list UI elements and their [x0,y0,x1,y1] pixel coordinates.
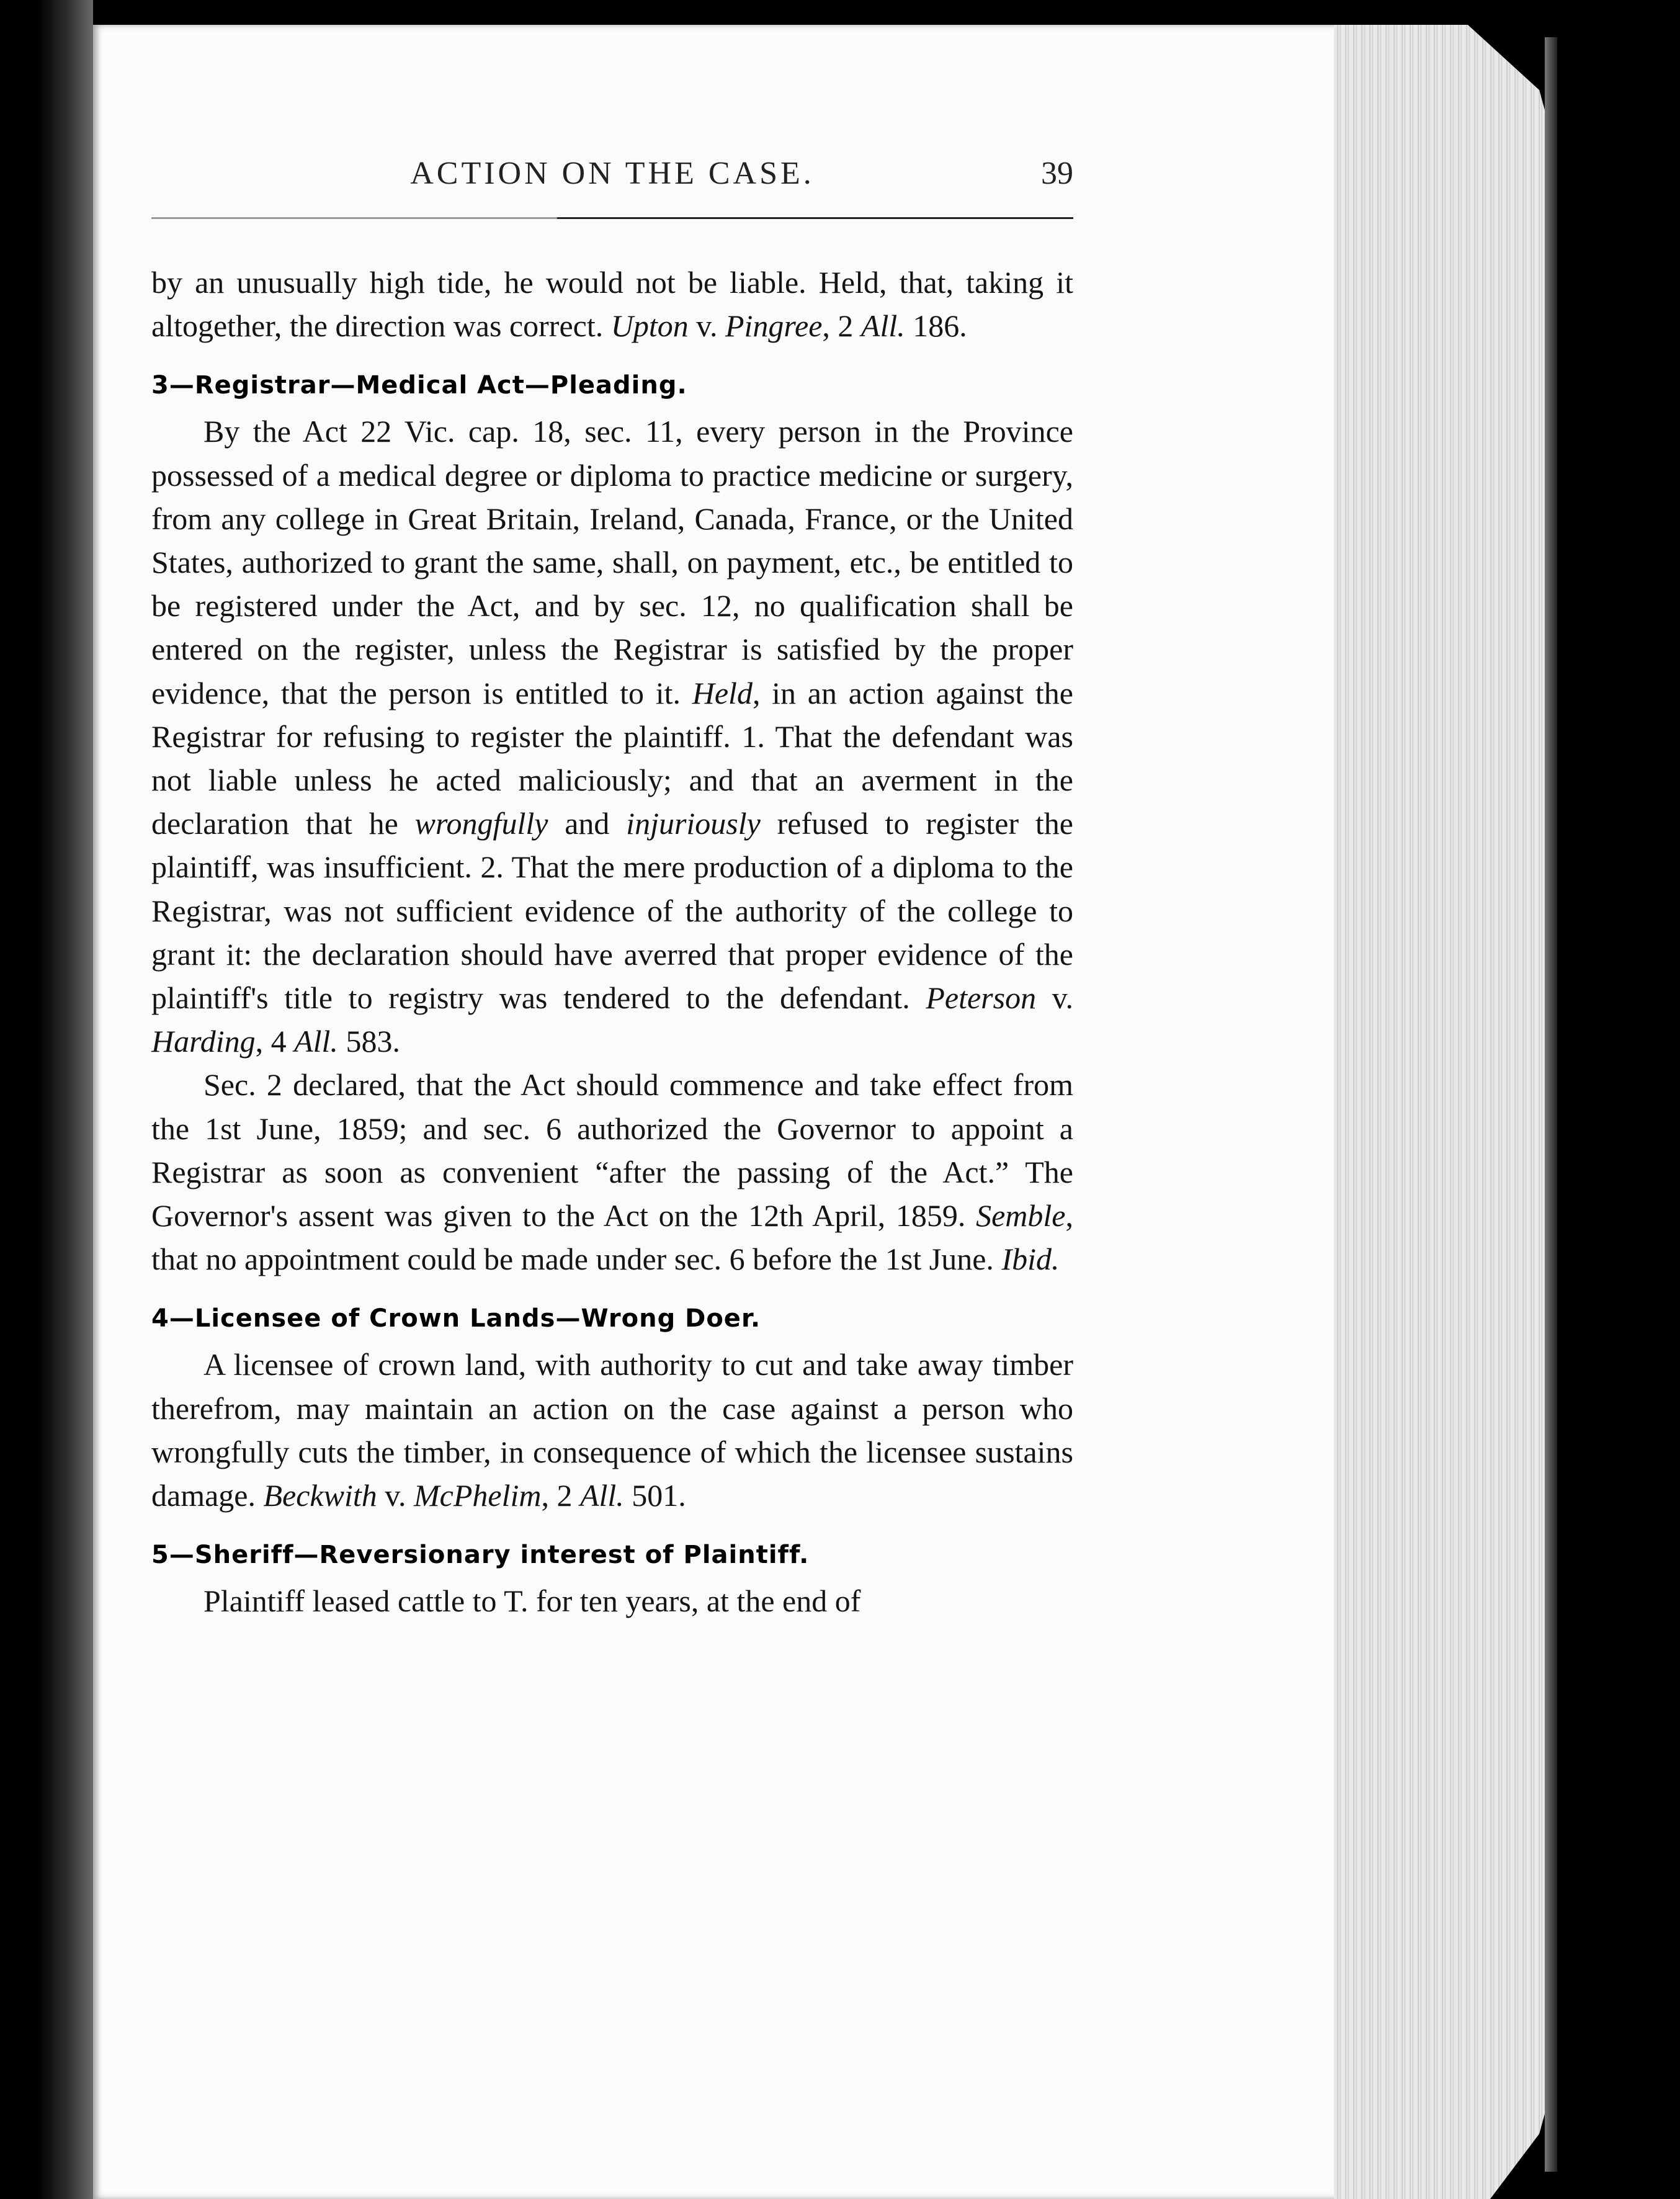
body-text [151,261,1073,1623]
header-rule [151,217,1073,219]
page-text-block [151,155,1073,1623]
section-heading-5: 5—Sheriff—Reversionary interest of Plaintiff. [151,1541,810,1570]
text-run: Sec. 2 declared, that the Act should commence and take effect from the 1st June, 1859; and sec. 6 authorized the Governor to appoint a Registrar as soon as convenient “after the passing of the Act.” The Governor's assent was given to the Act on the 12th April, 1859. [151,1067,1073,1234]
semble-word: Semble [976,1198,1066,1234]
case-name: Upton [610,308,689,344]
case-party: Harding [151,1024,256,1059]
text-run: , that no appointment could be made under sec. 6 before the 1st June. [151,1198,1073,1277]
running-title: ACTION ON THE CASE. [410,156,815,191]
page-number: 39 [1041,156,1073,191]
text-run: , 2 [822,308,861,344]
text-run: v. [688,308,725,344]
emphasis-word: injuriously [626,806,761,841]
text-run: v. [1036,980,1073,1016]
text-run: refused to register the plaintiff, was insufficient. 2. That the mere production of a diploma to the Registrar, was not sufficient evidence of the authority of the college to grant it: the declaration should have averred that proper evidence of the plaintiff's title to registry was tendered to the defendant. [151,806,1074,1016]
text-run: , 4 [255,1024,295,1059]
report-abbrev: All. [860,308,905,344]
paragraph-registrar [151,410,1073,1063]
report-abbrev: All. [579,1478,624,1513]
text-run: and [548,806,627,841]
held-word: Held [692,675,753,710]
case-party: Pingree [725,308,823,344]
ibid-word: Ibid. [1001,1242,1060,1277]
running-head [151,155,1073,217]
paragraph-sheriff [151,1579,1073,1623]
paragraph-licensee [151,1343,1073,1517]
case-party: McPhelim [414,1478,542,1513]
text-run: , 2 [541,1478,580,1513]
text-run: v. [377,1478,414,1513]
text-run: A licensee of crown land, with authority to cut and take away timber therefrom, may maintain an action on the case against a person who wrongfully cuts the timber, in consequence of which the licensee sustains damage. [151,1347,1073,1513]
report-abbrev: All. [294,1024,338,1059]
paragraph-continued [151,261,1073,347]
book-binding-edge [0,0,93,2199]
text-run: By the Act 22 Vic. cap. 18, sec. 11, every person in the Province possessed of a medical degree or diploma to practice medicine or surgery, from any college in Great Britain, Ireland, Canada, France, or the United States, authorized to grant the same, shall, on payment, etc., be entitled to be registered under the Act, and by sec. 12, no qualification shall be entered on the register, unless the Registrar is satisfied by the proper evidence, that the person is entitled to it. [151,414,1073,710]
text-run: Plaintiff leased cattle to T. for ten years, at the end of [203,1583,861,1619]
section-heading-4: 4—Licensee of Crown Lands—Wrong Doer. [151,1304,761,1333]
text-run: by an unusually high tide, he would not be liable. Held, that, taking it altogether, the direction was correct. [151,265,1073,344]
section-heading-3: 3—Registrar—Medical Act—Pleading. [151,371,687,400]
emphasis-word: wrongfully [414,806,548,841]
fore-edge-shadow [1545,37,1557,2172]
paragraph-commencement [151,1063,1073,1281]
text-run: 501. [623,1478,686,1513]
text-run: 186. [905,308,967,344]
case-name: Peterson [926,980,1037,1016]
text-run: 583. [337,1024,400,1059]
text-run: , in an action against the Registrar for refusing to register the plaintiff. 1. That the defendant was not liable unless he acted maliciously; and that an averment in the declaration that he [151,675,1074,841]
page-stack-fore-edge [1334,25,1557,2199]
case-name: Beckwith [263,1478,377,1513]
